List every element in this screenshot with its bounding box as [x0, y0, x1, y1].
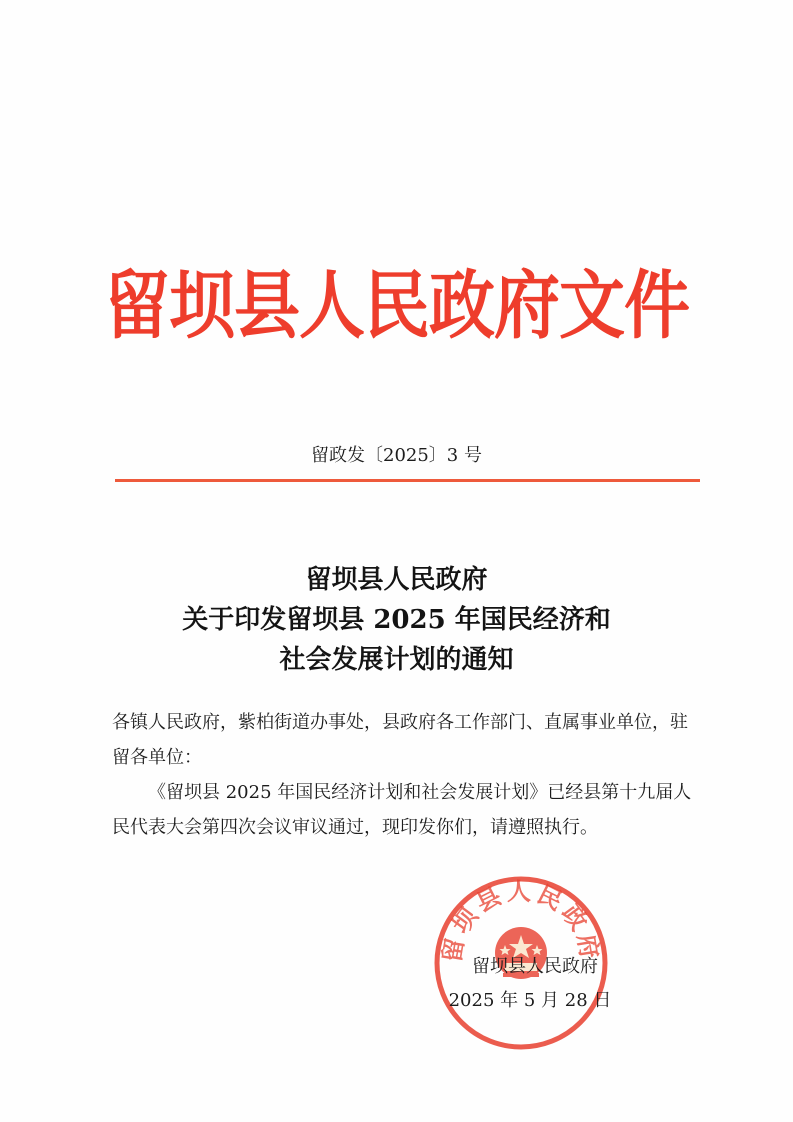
- notice-title: [0, 560, 793, 680]
- document-header-title: 留坝县人民政府文件: [104, 262, 689, 349]
- document-number: 留政发〔2025〕3 号: [311, 445, 482, 466]
- addressee-text: 各镇人民政府，紫柏街道办事处，县政府各工作部门、直属事业单位，驻留各单位：: [112, 712, 688, 768]
- notice-title-line-3: 社会发展计划的通知: [279, 645, 514, 675]
- signature-date: 2025 年 5 月 28 日: [448, 990, 612, 1011]
- body-paragraph: 《留坝县 2025 年国民经济计划和社会发展计划》已经县第十九届人民代表大会第四次会议审议通过，现印发你们，请遵照执行。: [112, 782, 692, 838]
- header-divider: [115, 479, 700, 482]
- notice-title-line-1: 留坝县人民政府: [305, 565, 488, 595]
- svg-text:留坝县人民政府: 留坝县人民政府: [436, 876, 606, 965]
- notice-title-line-2: 关于印发留坝县 2025 年国民经济和: [182, 605, 611, 635]
- signature-organization: 留坝县人民政府: [472, 956, 598, 977]
